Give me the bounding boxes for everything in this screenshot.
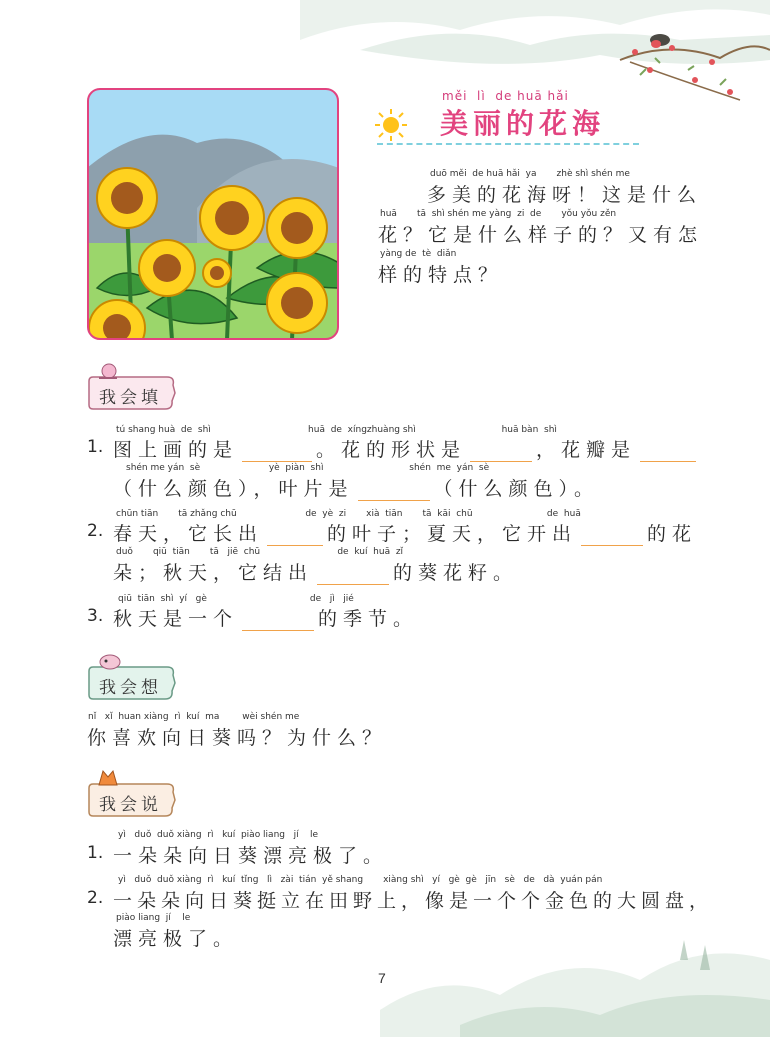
say-2-pinyin: yì duǒ duǒ xiàng rì kuí tǐng lì zài tián yě shang xiàng shì yí gè gè jīn sè de dà yuán pán xyxy=(118,875,603,885)
fill-1-line-1: 图上画的是 。花的形状是 ，花瓣是 xyxy=(113,435,700,462)
decorative-landscape-bottom xyxy=(380,900,770,1037)
think-pinyin: nǐ xǐ huan xiàng rì kuí ma wèi shén me xyxy=(88,712,300,722)
say-1-pinyin: yì duǒ duǒ xiàng rì kuí piào liang jí le xyxy=(118,830,319,840)
answer-blank[interactable] xyxy=(267,527,323,546)
fill-2-line-1: 春天，它长出 的叶子；夏天，它开出 的花 xyxy=(113,523,698,545)
say-2-number: 2. xyxy=(87,888,104,908)
elephant-icon xyxy=(97,652,123,670)
intro-line-3: 样的特点？ xyxy=(378,264,504,286)
sunflower-illustration xyxy=(87,88,339,340)
page-number: 7 xyxy=(378,970,386,986)
section-tag-fill xyxy=(87,375,177,411)
intro-pinyin-2: huā tā shì shén me yàng zi de yǒu yǒu zěn xyxy=(380,209,617,219)
sun-icon xyxy=(374,108,408,142)
fox-icon xyxy=(95,767,121,787)
intro-pinyin-3: yàng de tè diǎn xyxy=(380,249,457,259)
think-question: 你喜欢向日葵吗？为什么？ xyxy=(87,727,388,749)
intro-line-2: 花？它是什么样子的？又有怎 xyxy=(378,224,704,246)
fill-2-pinyin: chūn tiān tā zhǎng chū de yè zi xià tiān tā kāi chū de huā xyxy=(116,509,581,519)
answer-blank[interactable] xyxy=(317,566,389,585)
answer-blank[interactable] xyxy=(640,443,696,462)
say-2-sentence: 一朵朵向日葵挺立在田野上，像是一个个金色的大圆盘， xyxy=(113,890,714,912)
page-title: 美丽的花海 xyxy=(440,107,606,140)
say-1-sentence: 一朵朵向日葵漂亮极了。 xyxy=(113,845,389,867)
fill-2-line-2: 朵；秋天，它结出 的葵花籽。 xyxy=(113,562,519,584)
title-underline xyxy=(377,143,639,145)
fill-3-pinyin: qiū tiān shì yí gè de jì jié xyxy=(118,594,354,604)
fill-1-pinyin: tú shang huà de shì huā de xíngzhuàng shì huā bàn shì xyxy=(116,425,557,435)
snail-icon xyxy=(97,361,119,381)
fill-1-line-2: （什么颜色），叶片是 （什么颜色）。 xyxy=(113,478,600,500)
answer-blank[interactable] xyxy=(358,482,430,501)
title-pinyin: měi lì de huā hǎi xyxy=(442,89,569,103)
intro-line-1: 多美的花海呀！这是什么 xyxy=(427,184,703,206)
say-2-sentence-2: 漂亮极了。 xyxy=(113,928,239,950)
section-tag-think xyxy=(87,665,177,701)
section-label-say: 我会说 xyxy=(99,795,162,815)
section-label-fill: 我会填 xyxy=(99,388,162,408)
say-2-pinyin-2: piào liang jí le xyxy=(116,913,191,923)
answer-blank[interactable] xyxy=(581,527,643,546)
fill-1-number: 1. xyxy=(87,437,104,457)
answer-blank[interactable] xyxy=(242,443,312,462)
fill-2-number: 2. xyxy=(87,521,104,541)
intro-pinyin-1: duō měi de huā hǎi ya zhè shì shén me xyxy=(430,169,630,179)
fill-3-number: 3. xyxy=(87,606,104,626)
fill-3-line-1: 秋天是一个 的季节。 xyxy=(113,608,419,630)
fill-2-pinyin-2: duǒ qiū tiān tā jiē chū de kuí huā zǐ xyxy=(116,547,404,557)
answer-blank[interactable] xyxy=(242,612,314,631)
say-1-number: 1. xyxy=(87,843,104,863)
section-tag-say xyxy=(87,782,177,818)
answer-blank[interactable] xyxy=(470,443,532,462)
fill-1-pinyin-2: shén me yán sè yè piàn shì shén me yán sè xyxy=(126,463,490,473)
section-label-think: 我会想 xyxy=(99,678,162,698)
